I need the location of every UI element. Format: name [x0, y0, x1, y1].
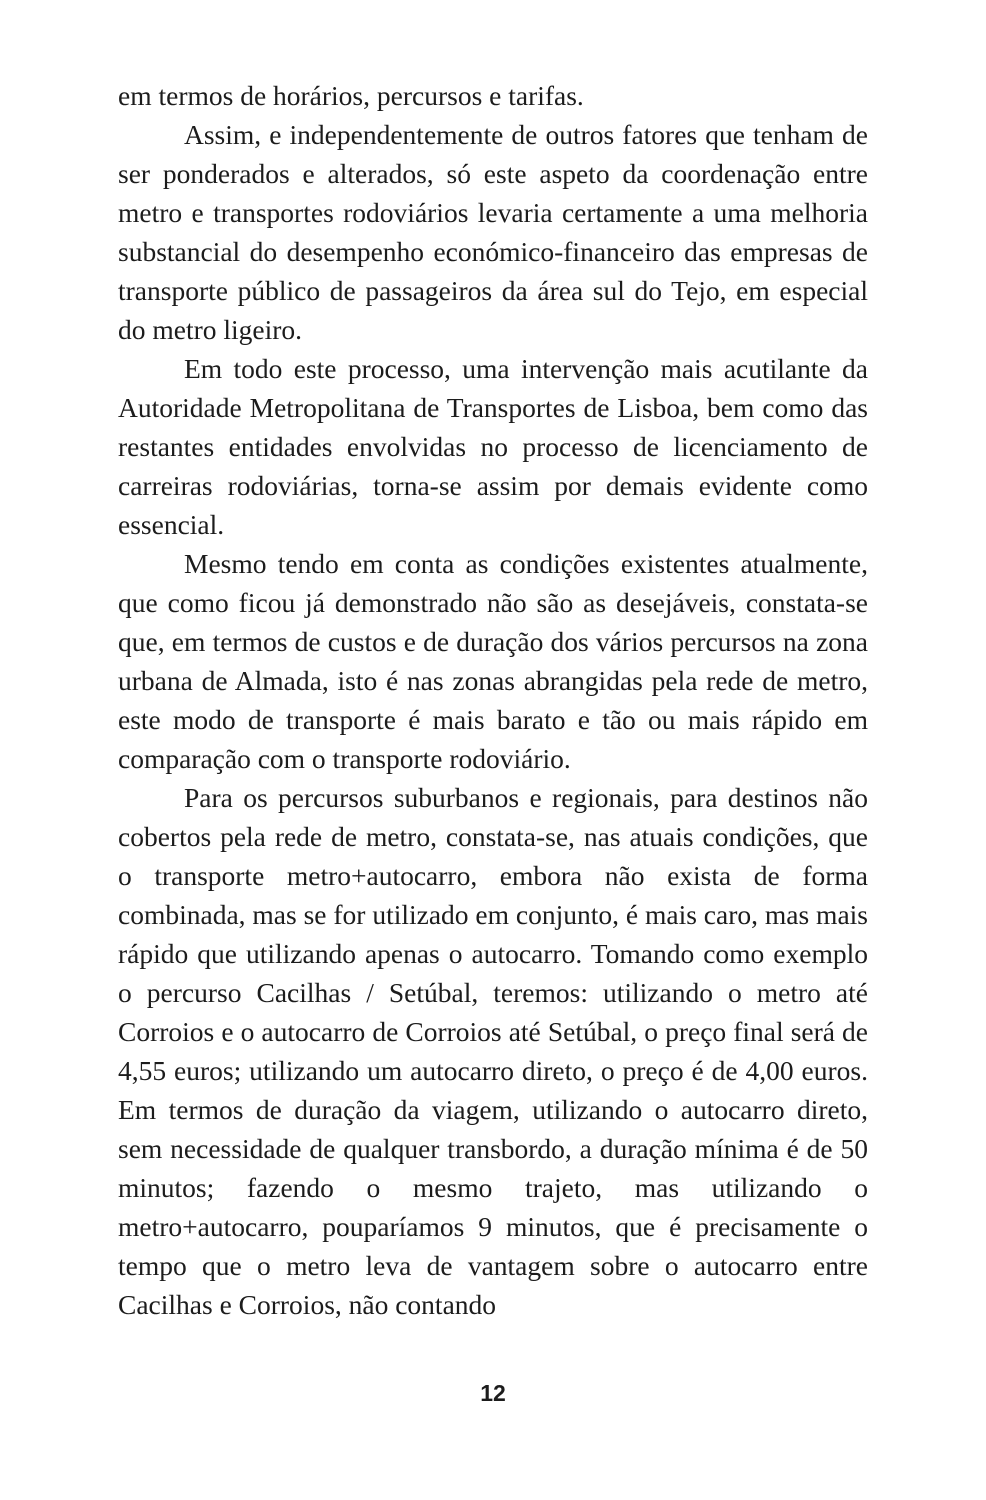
paragraph-coordination: Assim, e independentemente de outros fatores que tenham de ser ponderados e alterados, só este aspeto da coordenação entre metro e transportes rodoviários levaria certamente a uma melhoria substancial do desempenho económico-financeiro das empresas de transporte público de passageiros da área sul do Tejo, em especial do metro ligeiro.	[118, 119, 868, 345]
paragraph-suburban-routes: Para os percursos suburbanos e regionais, para destinos não cobertos pela rede de metro, constata-se, nas atuais condições, que o transporte metro+autocarro, embora não exista de forma combinada, mas se for utilizado em conjunto, é mais caro, mas mais rápido que utilizando apenas o autocarro. Tomando como exemplo o percurso Cacilhas / Setúbal, teremos: utilizando o metro até Corroios e o autocarro de Corroios até Setúbal, o preço final será de 4,55 euros; utilizando um autocarro direto, o preço é de 4,00 euros. Em termos de duração da viagem, utilizando o autocarro direto, sem necessidade de qualquer transbordo, a duração mínima é de 50 minutos; fazendo o mesmo trajeto, mas utilizando o metro+autocarro, pouparíamos 9 minutos, que é precisamente o tempo que o metro leva de vantagem sobre o autocarro entre Cacilhas e Corroios, não contando	[118, 782, 868, 1320]
paragraph-current-conditions: Mesmo tendo em conta as condições existentes atualmente, que como ficou já demonstrado não são as desejáveis, constata-se que, em termos de custos e de duração dos vários percursos na zona urbana de Almada, isto é nas zonas abrangidas pela rede de metro, este modo de transporte é mais barato e tão ou mais rápido em comparação com o transporte rodoviário.	[118, 548, 868, 774]
body-text	[118, 76, 868, 1324]
paragraph-authority: Em todo este processo, uma intervenção mais acutilante da Autoridade Metropolitana de Transportes de Lisboa, bem como das restantes entidades envolvidas no processo de licenciamento de carreiras rodoviárias, torna-se assim por demais evidente como essencial.	[118, 353, 868, 540]
paragraph-continuation: em termos de horários, percursos e tarifas.	[118, 80, 584, 111]
page-number: 12	[480, 1380, 506, 1406]
